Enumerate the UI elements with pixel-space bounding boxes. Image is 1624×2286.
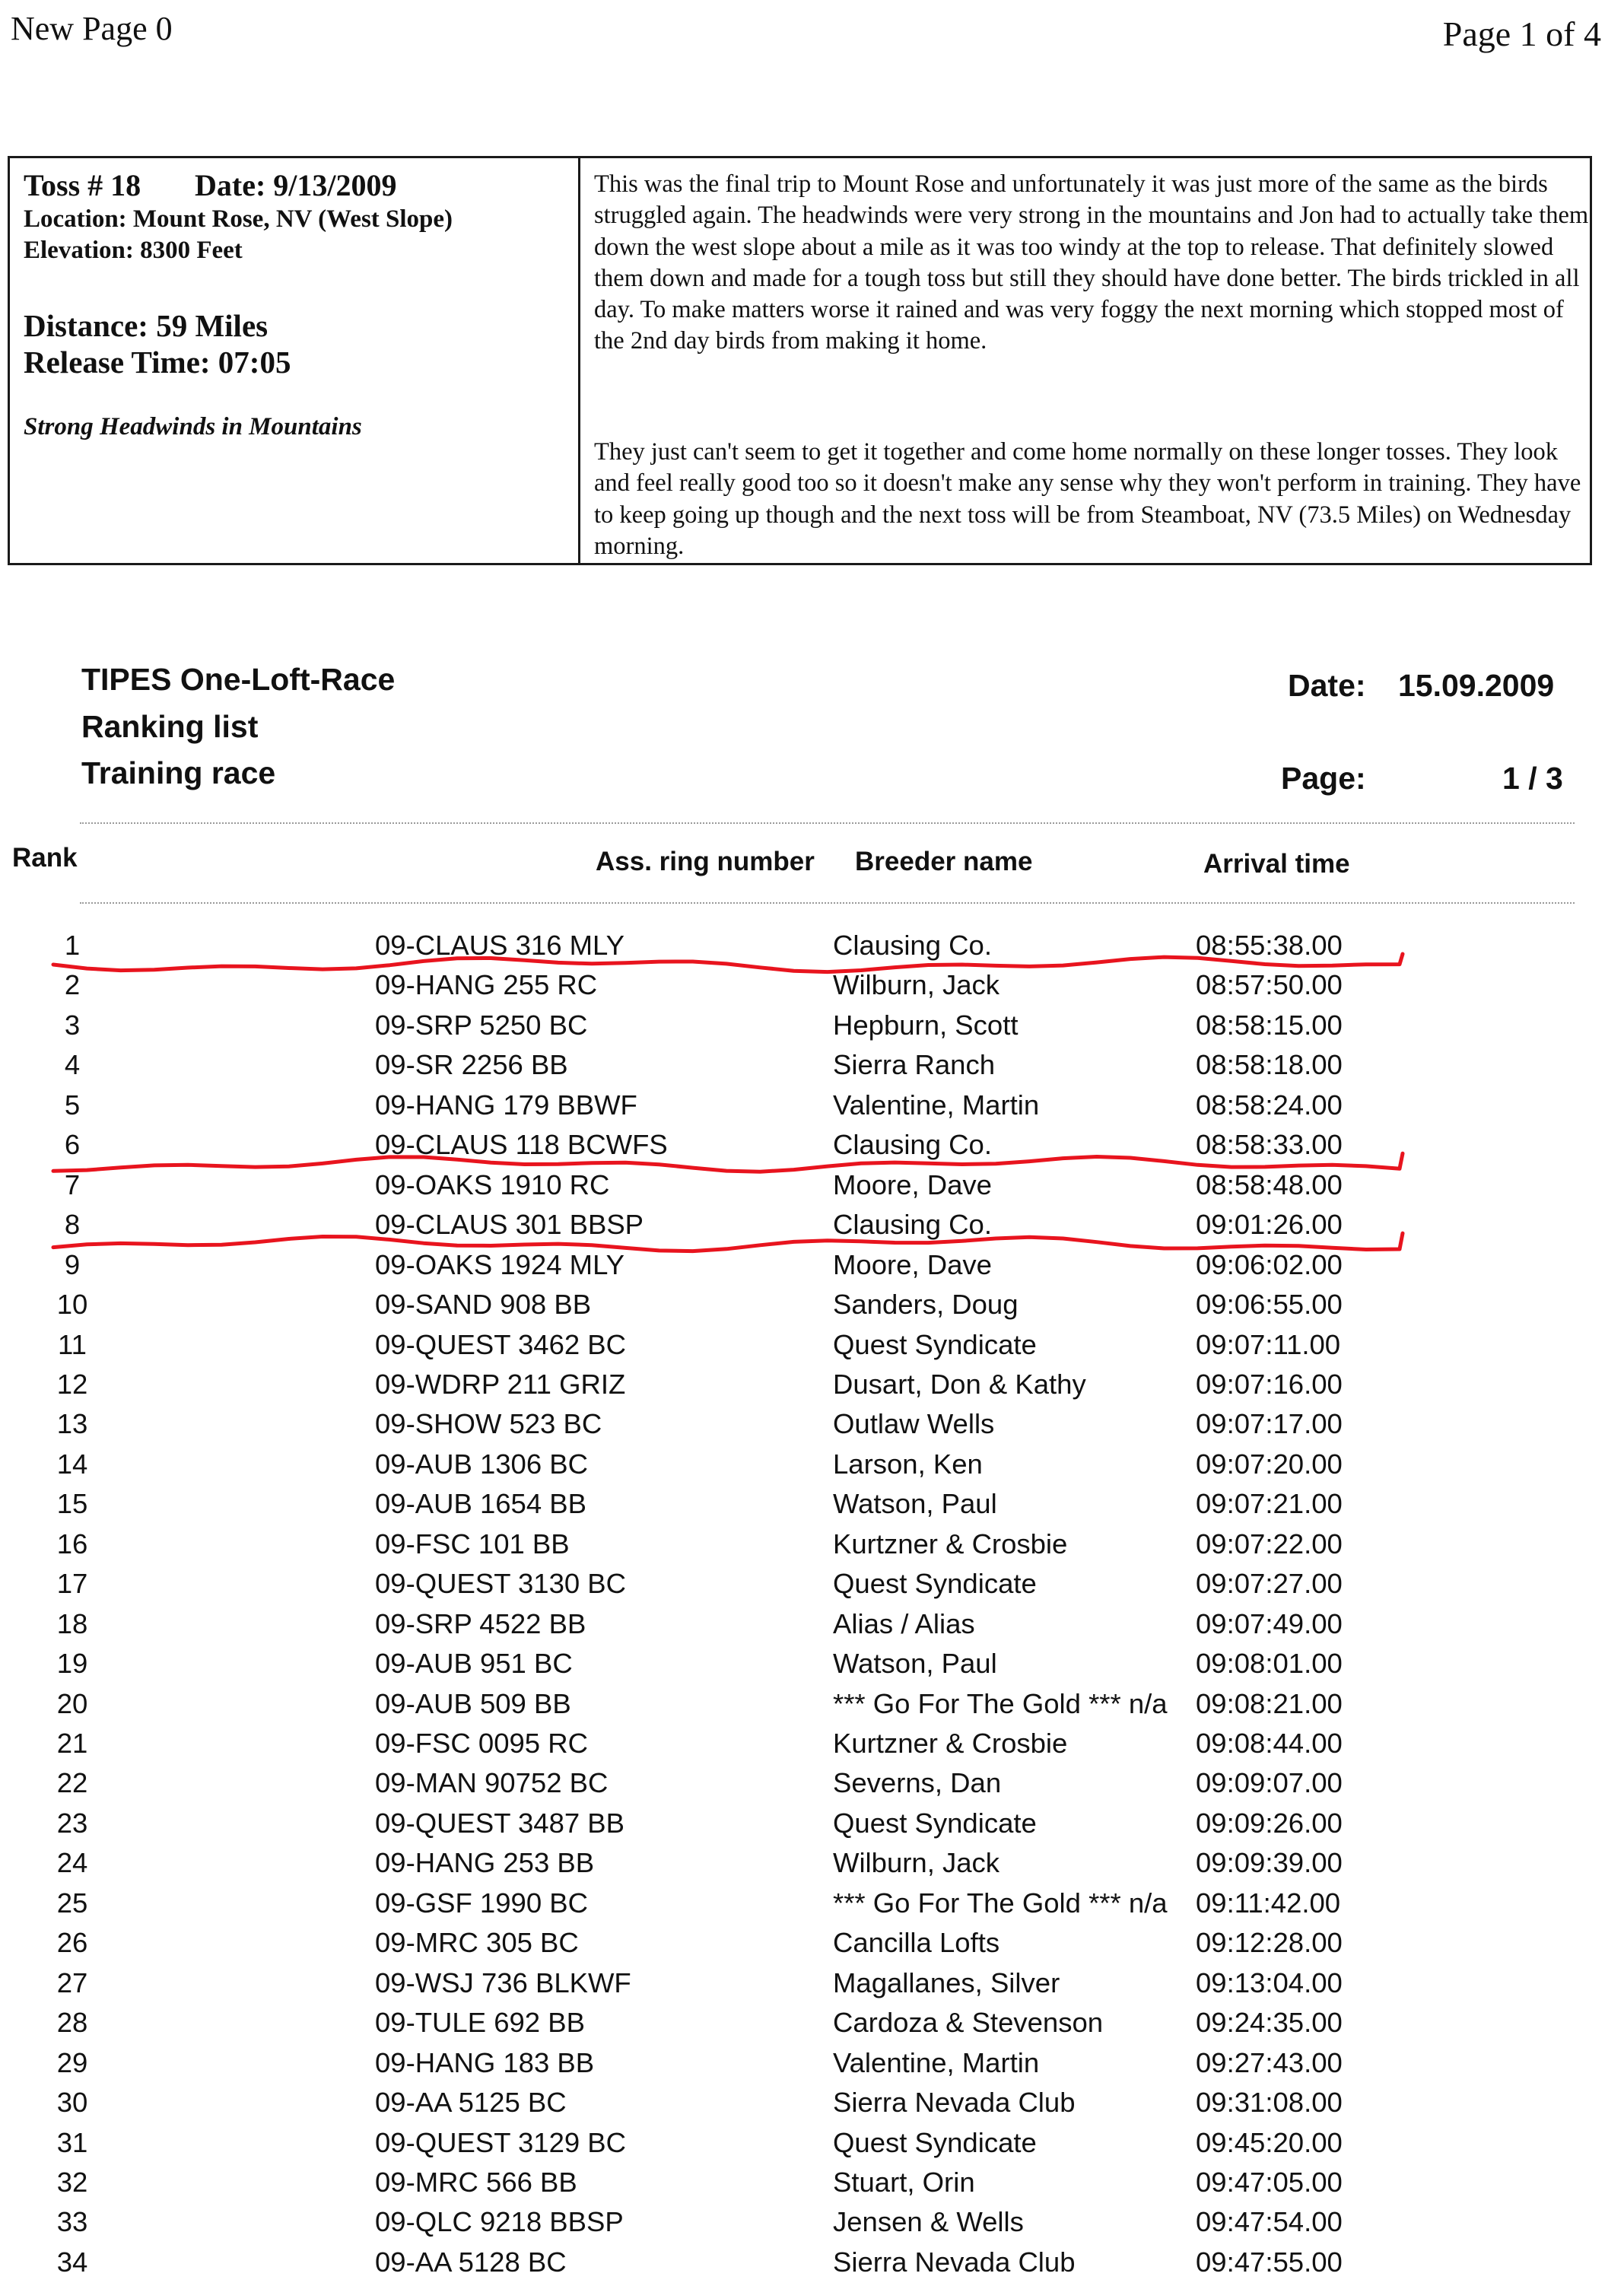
rank-cell: 20 <box>56 1687 88 1719</box>
arrival-time-cell: 09:08:44.00 <box>1196 1728 1343 1759</box>
table-row <box>0 1089 1624 1129</box>
table-row <box>0 1568 1624 1607</box>
ring-number-cell: 09-CLAUS 301 BBSP <box>375 1209 644 1241</box>
table-row <box>0 1129 1624 1168</box>
ring-number-cell: 09-WDRP 211 GRIZ <box>375 1368 626 1400</box>
breeder-name-cell: Sierra Nevada Club <box>833 2246 1076 2278</box>
breeder-name-cell: Wilburn, Jack <box>833 1847 1000 1879</box>
ring-number-cell: 09-QLC 9218 BBSP <box>375 2206 624 2238</box>
rank-cell: 8 <box>64 1209 81 1241</box>
arrival-time-cell: 09:06:02.00 <box>1196 1248 1343 1280</box>
table-row <box>0 1728 1624 1767</box>
arrival-time-cell: 09:07:16.00 <box>1196 1368 1343 1400</box>
arrival-time-cell: 09:07:22.00 <box>1196 1528 1343 1560</box>
ring-number-cell: 09-OAKS 1924 MLY <box>375 1248 625 1280</box>
toss-location: Location: Mount Rose, NV (West Slope) <box>24 205 453 233</box>
ring-number-cell: 09-AUB 509 BB <box>375 1687 571 1719</box>
race-title: TIPES One-Loft-Race <box>81 662 396 697</box>
arrival-time-cell: 09:47:55.00 <box>1196 2246 1343 2278</box>
table-row <box>0 1688 1624 1728</box>
table-row <box>0 2127 1624 2167</box>
rank-cell: 23 <box>56 1807 88 1839</box>
arrival-time-cell: 09:13:04.00 <box>1196 1966 1343 1998</box>
breeder-name-cell: Kurtzner & Crosbie <box>833 1528 1068 1560</box>
arrival-time-cell: 08:58:33.00 <box>1196 1129 1343 1161</box>
toss-number: Toss # 18 <box>24 168 141 202</box>
report-date-label: Date: <box>1288 668 1366 703</box>
rank-cell: 12 <box>56 1368 88 1400</box>
arrival-time-cell: 09:07:17.00 <box>1196 1408 1343 1440</box>
rank-cell: 15 <box>56 1488 88 1520</box>
rank-cell: 30 <box>56 2087 88 2119</box>
table-row <box>0 1249 1624 1289</box>
arrival-time-cell: 09:27:43.00 <box>1196 2046 1343 2078</box>
table-row <box>0 2246 1624 2286</box>
breeder-name-cell: Larson, Ken <box>833 1448 983 1480</box>
arrival-time-cell: 09:09:39.00 <box>1196 1847 1343 1879</box>
rank-cell: 33 <box>56 2206 88 2238</box>
breeder-name-cell: Severns, Dan <box>833 1767 1002 1799</box>
breeder-name-cell: Stuart, Orin <box>833 2166 975 2198</box>
table-row <box>0 1408 1624 1448</box>
table-row <box>0 1887 1624 1927</box>
arrival-time-cell: 09:01:26.00 <box>1196 1209 1343 1241</box>
toss-date: Date: 9/13/2009 <box>195 168 397 202</box>
table-row <box>0 930 1624 969</box>
table-row <box>0 1767 1624 1807</box>
breeder-name-cell: Quest Syndicate <box>833 2126 1037 2158</box>
column-header-arrival-time: Arrival time <box>1203 849 1350 879</box>
rank-cell: 9 <box>64 1248 81 1280</box>
table-row <box>0 1289 1624 1328</box>
arrival-time-cell: 09:47:54.00 <box>1196 2206 1343 2238</box>
ring-number-cell: 09-AUB 1654 BB <box>375 1488 586 1520</box>
table-row <box>0 2087 1624 2126</box>
ring-number-cell: 09-AUB 1306 BC <box>375 1448 588 1480</box>
table-row <box>0 1448 1624 1488</box>
header-rule-top <box>80 822 1575 824</box>
table-row <box>0 1608 1624 1648</box>
ring-number-cell: 09-FSC 0095 RC <box>375 1728 588 1759</box>
breeder-name-cell: Moore, Dave <box>833 1168 992 1200</box>
table-row <box>0 1369 1624 1408</box>
breeder-name-cell: Quest Syndicate <box>833 1568 1037 1600</box>
rank-cell: 21 <box>56 1728 88 1759</box>
ring-number-cell: 09-QUEST 3129 BC <box>375 2126 627 2158</box>
table-row <box>0 1009 1624 1049</box>
arrival-time-cell: 09:07:49.00 <box>1196 1607 1343 1639</box>
breeder-name-cell: Sanders, Doug <box>833 1289 1019 1321</box>
table-row <box>0 2167 1624 2206</box>
breeder-name-cell: Cancilla Lofts <box>833 1927 1000 1959</box>
toss-notes-cell <box>580 158 1590 563</box>
arrival-time-cell: 09:07:11.00 <box>1196 1328 1341 1360</box>
table-row <box>0 969 1624 1009</box>
rank-cell: 31 <box>56 2126 88 2158</box>
table-row <box>0 1967 1624 2007</box>
table-row <box>0 1209 1624 1248</box>
race-type: Training race <box>81 755 276 790</box>
breeder-name-cell: *** Go For The Gold *** n/a <box>833 1687 1168 1719</box>
table-row <box>0 1049 1624 1089</box>
ring-number-cell: 09-MRC 566 BB <box>375 2166 577 2198</box>
arrival-time-cell: 08:55:38.00 <box>1196 930 1343 961</box>
toss-elevation: Elevation: 8300 Feet <box>24 237 243 264</box>
ring-number-cell: 09-CLAUS 316 MLY <box>375 930 624 961</box>
breeder-name-cell: Clausing Co. <box>833 1129 992 1161</box>
rank-cell: 6 <box>64 1129 81 1161</box>
arrival-time-cell: 09:09:07.00 <box>1196 1767 1343 1799</box>
table-row <box>0 1488 1624 1528</box>
breeder-name-cell: Clausing Co. <box>833 1209 992 1241</box>
rank-cell: 14 <box>56 1448 88 1480</box>
rank-cell: 5 <box>64 1089 81 1121</box>
report-date-value: 15.09.2009 <box>1398 668 1555 703</box>
rank-cell: 13 <box>56 1408 88 1440</box>
column-header-breeder-name: Breeder name <box>855 847 1033 876</box>
table-row <box>0 1528 1624 1568</box>
ring-number-cell: 09-HANG 253 BB <box>375 1847 595 1879</box>
table-row <box>0 2047 1624 2087</box>
breeder-name-cell: Valentine, Martin <box>833 2046 1040 2078</box>
toss-notes-paragraph-1: This was the final trip to Mount Rose and unfortunately it was just more of the same as the birds struggled again. The headwinds were very strong in the mountains and Jon had to actually take them down the west slope about a mile as it was too windy at the top to release. That definitely slowed them down and made for a tough toss but still they should have done better. The birds trickled in all day. To make matters worse it rained and was very foggy the next morning which stopped most of the 2nd day birds from making it home. <box>594 170 1589 355</box>
breeder-name-cell: Hepburn, Scott <box>833 1009 1019 1041</box>
rank-cell: 27 <box>56 1966 88 1998</box>
arrival-time-cell: 09:24:35.00 <box>1196 2007 1343 2039</box>
arrival-time-cell: 08:58:18.00 <box>1196 1049 1343 1081</box>
ring-number-cell: 09-FSC 101 BB <box>375 1528 570 1560</box>
rank-cell: 1 <box>64 930 81 961</box>
breeder-name-cell: Quest Syndicate <box>833 1328 1037 1360</box>
ring-number-cell: 09-AA 5125 BC <box>375 2087 567 2119</box>
arrival-time-cell: 09:11:42.00 <box>1196 1887 1341 1919</box>
arrival-time-cell: 09:31:08.00 <box>1196 2087 1343 2119</box>
toss-summary-cell <box>10 158 580 563</box>
breeder-name-cell: Jensen & Wells <box>833 2206 1024 2238</box>
race-subtitle: Ranking list <box>81 709 259 744</box>
breeder-name-cell: Cardoza & Stevenson <box>833 2007 1104 2039</box>
breeder-name-cell: Sierra Ranch <box>833 1049 996 1081</box>
table-row <box>0 2206 1624 2246</box>
table-row <box>0 2007 1624 2046</box>
arrival-time-cell: 09:08:21.00 <box>1196 1687 1343 1719</box>
arrival-time-cell: 09:07:20.00 <box>1196 1448 1343 1480</box>
ring-number-cell: 09-HANG 183 BB <box>375 2046 595 2078</box>
toss-notes-paragraph-2: They just can't seem to get it together and come home normally on these longer tosses. They look and feel really good too so it doesn't make any sense why they won't perform in training. They have to keep going up though and the next toss will be from Steamboat, NV (73.5 Miles) on Wednesday morning. <box>594 438 1581 560</box>
rank-cell: 11 <box>58 1328 87 1360</box>
ring-number-cell: 09-CLAUS 118 BCWFS <box>375 1129 668 1161</box>
toss-distance: Distance: 59 Miles <box>24 308 269 343</box>
breeder-name-cell: Valentine, Martin <box>833 1089 1040 1121</box>
ring-number-cell: 09-QUEST 3130 BC <box>375 1568 627 1600</box>
column-header-ring-number: Ass. ring number <box>596 847 815 876</box>
arrival-time-cell: 08:58:15.00 <box>1196 1009 1343 1041</box>
rank-cell: 3 <box>64 1009 81 1041</box>
arrival-time-cell: 08:58:24.00 <box>1196 1089 1343 1121</box>
page-header-title: New Page 0 <box>11 10 173 47</box>
arrival-time-cell: 09:45:20.00 <box>1196 2126 1343 2158</box>
breeder-name-cell: Outlaw Wells <box>833 1408 995 1440</box>
breeder-name-cell: Wilburn, Jack <box>833 969 1000 1001</box>
breeder-name-cell: Dusart, Don & Kathy <box>833 1368 1086 1400</box>
ring-number-cell: 09-SHOW 523 BC <box>375 1408 602 1440</box>
arrival-time-cell: 09:08:01.00 <box>1196 1648 1343 1680</box>
header-rule-bottom <box>80 902 1575 904</box>
rank-cell: 18 <box>56 1607 88 1639</box>
report-page-value: 1 / 3 <box>1502 761 1563 796</box>
ring-number-cell: 09-MRC 305 BC <box>375 1927 579 1959</box>
table-row <box>0 1927 1624 1966</box>
table-row <box>0 1807 1624 1847</box>
breeder-name-cell: Watson, Paul <box>833 1488 997 1520</box>
breeder-name-cell: Watson, Paul <box>833 1648 997 1680</box>
arrival-time-cell: 08:58:48.00 <box>1196 1168 1343 1200</box>
ring-number-cell: 09-SRP 4522 BB <box>375 1607 586 1639</box>
ring-number-cell: 09-GSF 1990 BC <box>375 1887 588 1919</box>
arrival-time-cell: 09:12:28.00 <box>1196 1927 1343 1959</box>
rank-cell: 7 <box>64 1168 81 1200</box>
ring-number-cell: 09-MAN 90752 BC <box>375 1767 609 1799</box>
toss-conditions: Strong Headwinds in Mountains <box>24 413 362 440</box>
arrival-time-cell: 09:07:21.00 <box>1196 1488 1343 1520</box>
ring-number-cell: 09-QUEST 3487 BB <box>375 1807 625 1839</box>
breeder-name-cell: Moore, Dave <box>833 1248 992 1280</box>
ring-number-cell: 09-SR 2256 BB <box>375 1049 568 1081</box>
ring-number-cell: 09-SRP 5250 BC <box>375 1009 588 1041</box>
rank-cell: 22 <box>56 1767 88 1799</box>
ring-number-cell: 09-HANG 179 BBWF <box>375 1089 637 1121</box>
breeder-name-cell: Magallanes, Silver <box>833 1966 1060 1998</box>
ring-number-cell: 09-HANG 255 RC <box>375 969 598 1001</box>
ring-number-cell: 09-AUB 951 BC <box>375 1648 573 1680</box>
rank-cell: 17 <box>56 1568 88 1600</box>
rank-cell: 32 <box>56 2166 88 2198</box>
arrival-time-cell: 08:57:50.00 <box>1196 969 1343 1001</box>
breeder-name-cell: Clausing Co. <box>833 930 992 961</box>
rank-cell: 34 <box>56 2246 88 2278</box>
ring-number-cell: 09-SAND 908 BB <box>375 1289 592 1321</box>
rank-cell: 2 <box>64 969 81 1001</box>
ring-number-cell: 09-TULE 692 BB <box>375 2007 585 2039</box>
rank-cell: 19 <box>56 1648 88 1680</box>
column-header-rank: Rank <box>12 843 78 873</box>
table-row <box>0 1329 1624 1369</box>
rank-cell: 24 <box>56 1847 88 1879</box>
breeder-name-cell: Alias / Alias <box>833 1607 975 1639</box>
report-page-label: Page: <box>1281 761 1366 796</box>
arrival-time-cell: 09:09:26.00 <box>1196 1807 1343 1839</box>
rank-cell: 4 <box>64 1049 81 1081</box>
rank-cell: 25 <box>56 1887 88 1919</box>
table-row <box>0 1847 1624 1887</box>
table-row <box>0 1169 1624 1209</box>
page-header-page-count: Page 1 of 4 <box>1442 14 1601 53</box>
rank-cell: 28 <box>56 2007 88 2039</box>
breeder-name-cell: Sierra Nevada Club <box>833 2087 1076 2119</box>
ring-number-cell: 09-QUEST 3462 BC <box>375 1328 627 1360</box>
ring-number-cell: 09-WSJ 736 BLKWF <box>375 1966 631 1998</box>
arrival-time-cell: 09:07:27.00 <box>1196 1568 1343 1600</box>
rank-cell: 16 <box>56 1528 88 1560</box>
ring-number-cell: 09-AA 5128 BC <box>375 2246 567 2278</box>
breeder-name-cell: *** Go For The Gold *** n/a <box>833 1887 1168 1919</box>
breeder-name-cell: Quest Syndicate <box>833 1807 1037 1839</box>
ring-number-cell: 09-OAKS 1910 RC <box>375 1168 610 1200</box>
rank-cell: 10 <box>56 1289 88 1321</box>
toss-release-time: Release Time: 07:05 <box>24 345 291 380</box>
arrival-time-cell: 09:06:55.00 <box>1196 1289 1343 1321</box>
table-row <box>0 1648 1624 1687</box>
rank-cell: 26 <box>56 1927 88 1959</box>
arrival-time-cell: 09:47:05.00 <box>1196 2166 1343 2198</box>
toss-info-box <box>8 156 1592 565</box>
rank-cell: 29 <box>56 2046 88 2078</box>
breeder-name-cell: Kurtzner & Crosbie <box>833 1728 1068 1759</box>
